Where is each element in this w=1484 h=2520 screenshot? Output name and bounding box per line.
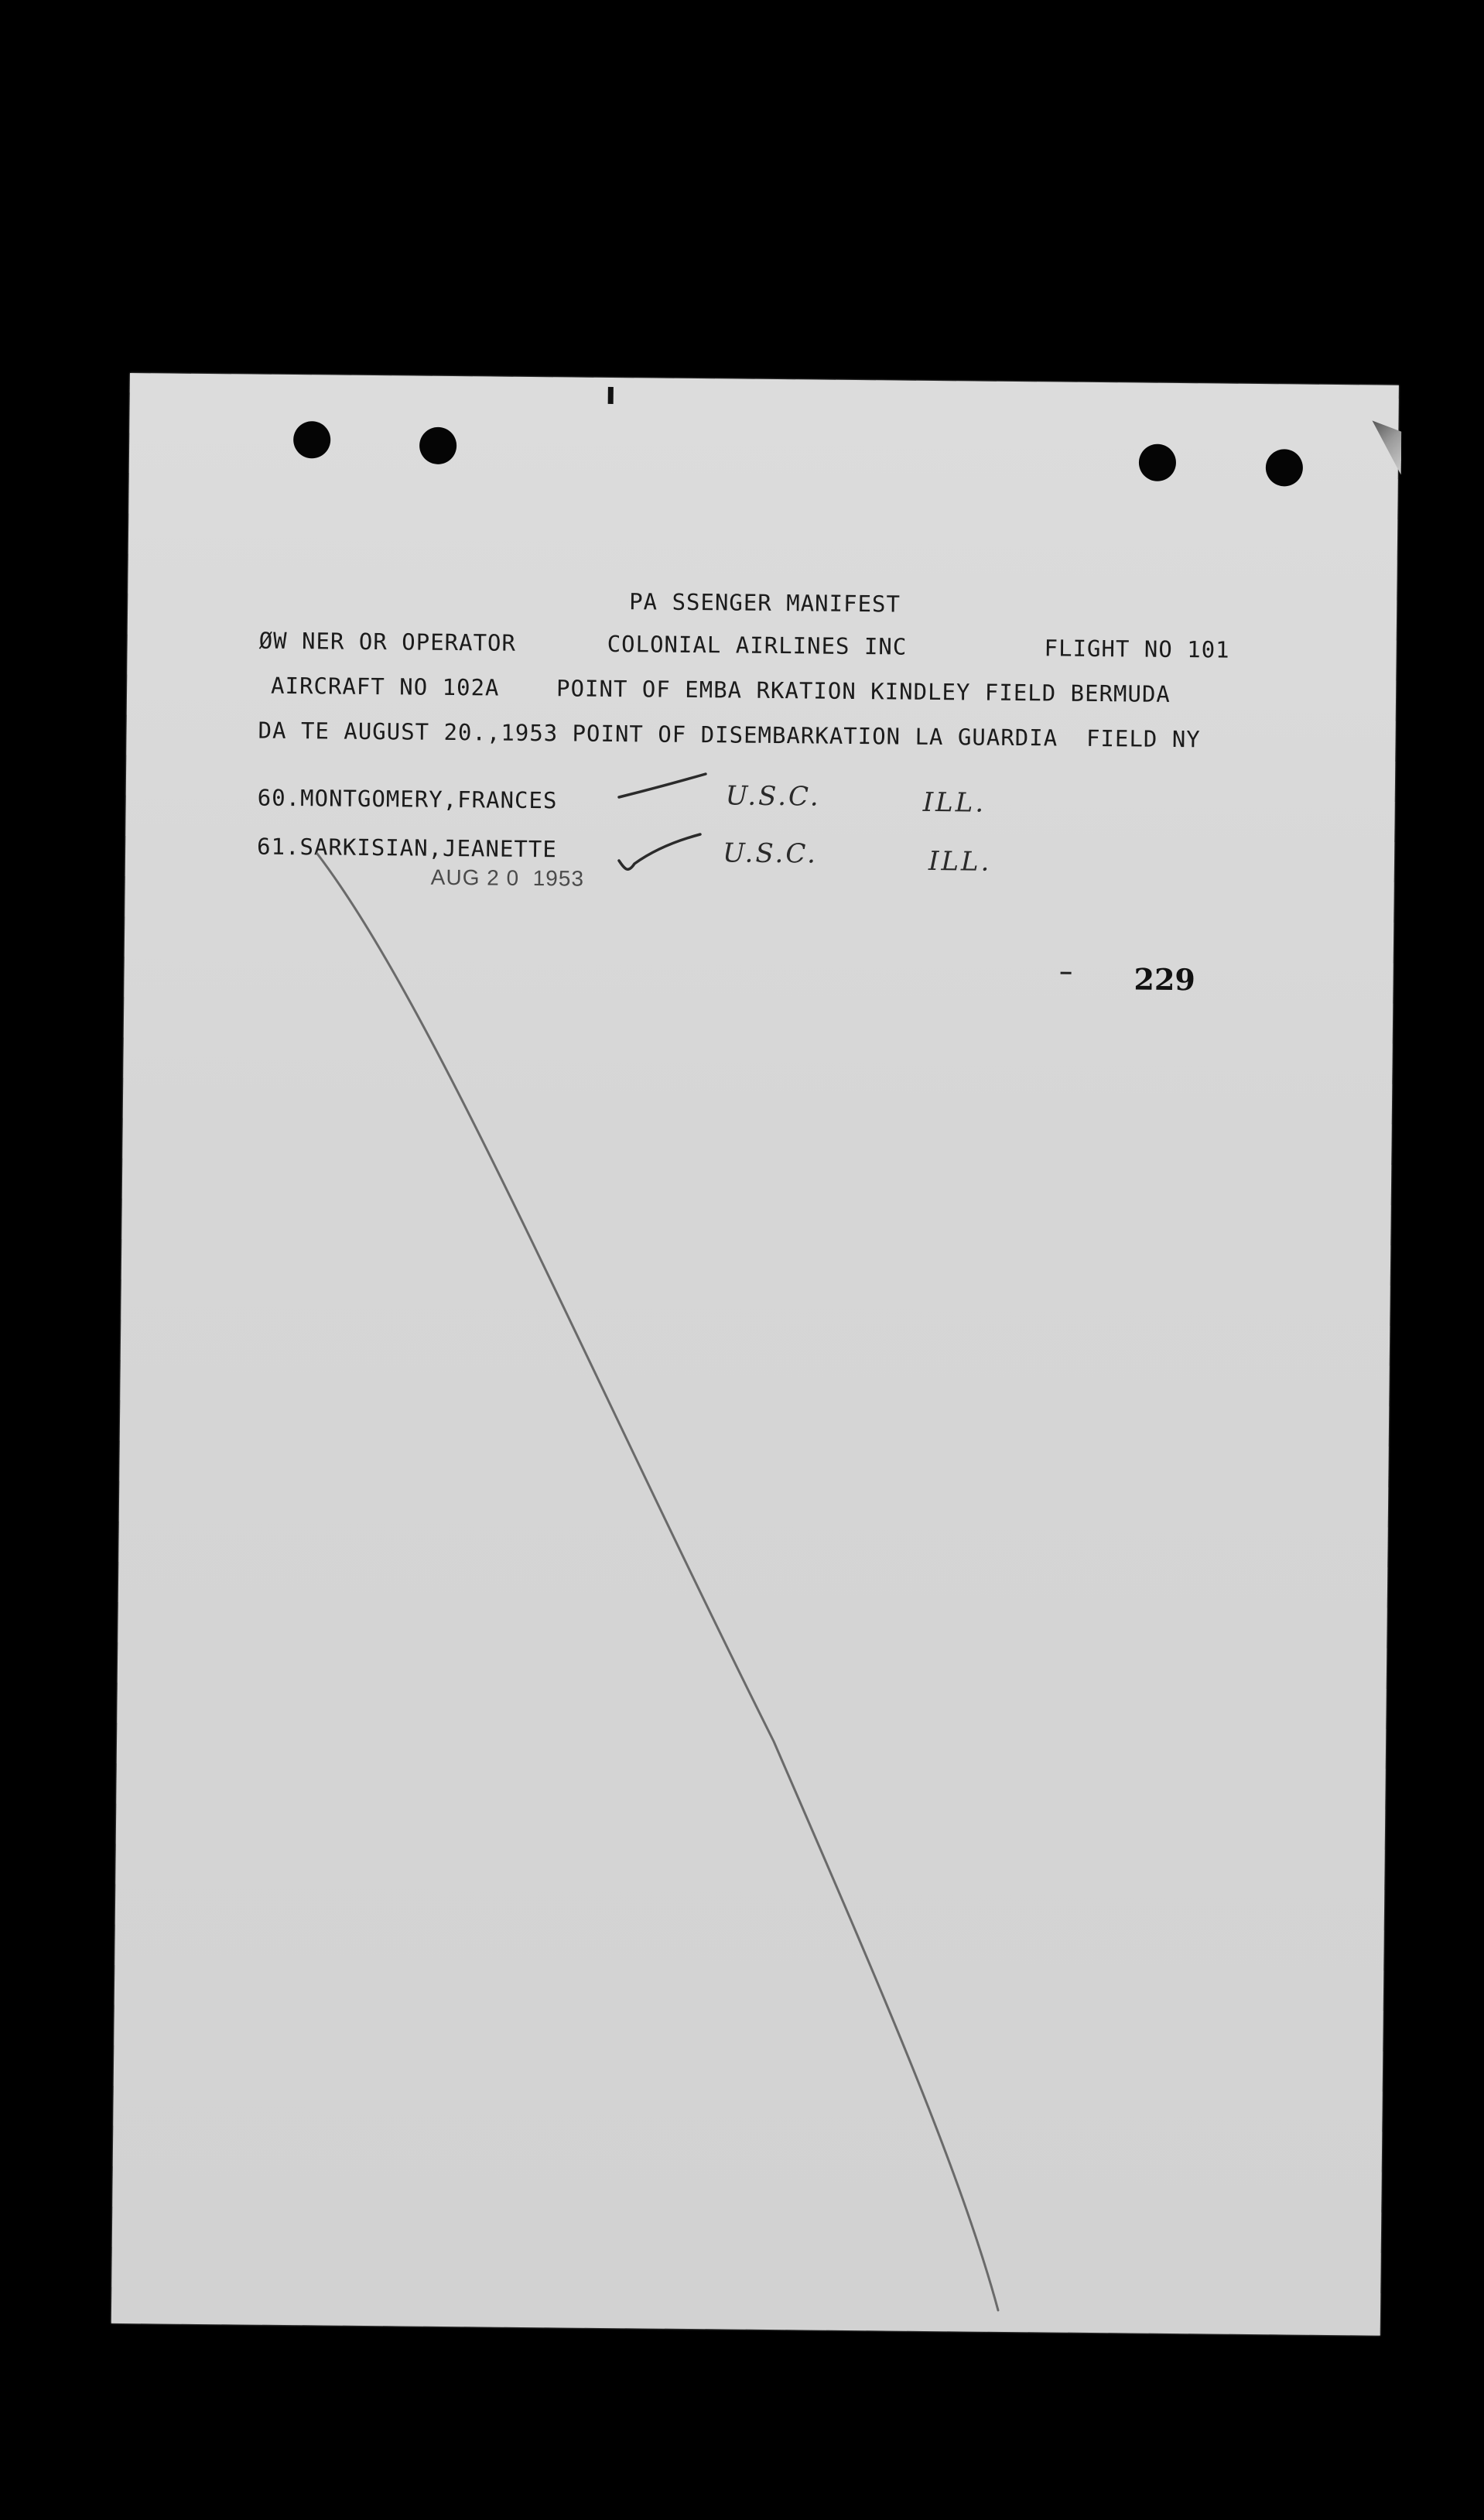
point-of-embarkation: POINT OF EMBA RKATION KINDLEY FIELD BERMUDA bbox=[556, 675, 1171, 707]
staple-mark bbox=[608, 387, 614, 404]
received-date-stamp: AUG 2 0 1953 bbox=[430, 865, 585, 891]
passenger-citizenship: U.S.C. bbox=[722, 837, 819, 870]
passenger-state: ILL. bbox=[928, 845, 992, 878]
flight-number: FLIGHT NO 101 bbox=[1044, 635, 1230, 663]
manifest-sheet bbox=[111, 373, 1399, 2336]
passenger-entry: 60.MONTGOMERY,FRANCES bbox=[257, 784, 558, 814]
folded-corner bbox=[1372, 420, 1402, 474]
manifest-title: PA SSENGER MANIFEST bbox=[629, 588, 901, 618]
passenger-entry: 61.SARKISIAN,JEANETTE bbox=[256, 833, 557, 863]
punch-hole-4 bbox=[1266, 449, 1303, 486]
owner-label: ØW NER OR OPERATOR bbox=[258, 627, 517, 656]
punch-hole-1 bbox=[293, 421, 330, 458]
page-dash bbox=[1061, 972, 1072, 974]
owner-value: COLONIAL AIRLINES INC bbox=[607, 630, 908, 660]
page-number: 229 bbox=[1134, 961, 1196, 998]
punch-hole-2 bbox=[419, 427, 456, 464]
punch-hole-3 bbox=[1139, 444, 1176, 481]
point-of-disembarkation: POINT OF DISEMBARKATION LA GUARDIA FIELD NY bbox=[572, 720, 1201, 753]
aircraft-number: AIRCRAFT NO 102A bbox=[270, 672, 500, 701]
passenger-state: ILL. bbox=[922, 786, 986, 819]
manifest-date: DA TE AUGUST 20.,1953 bbox=[258, 717, 559, 747]
passenger-citizenship: U.S.C. bbox=[725, 780, 821, 813]
